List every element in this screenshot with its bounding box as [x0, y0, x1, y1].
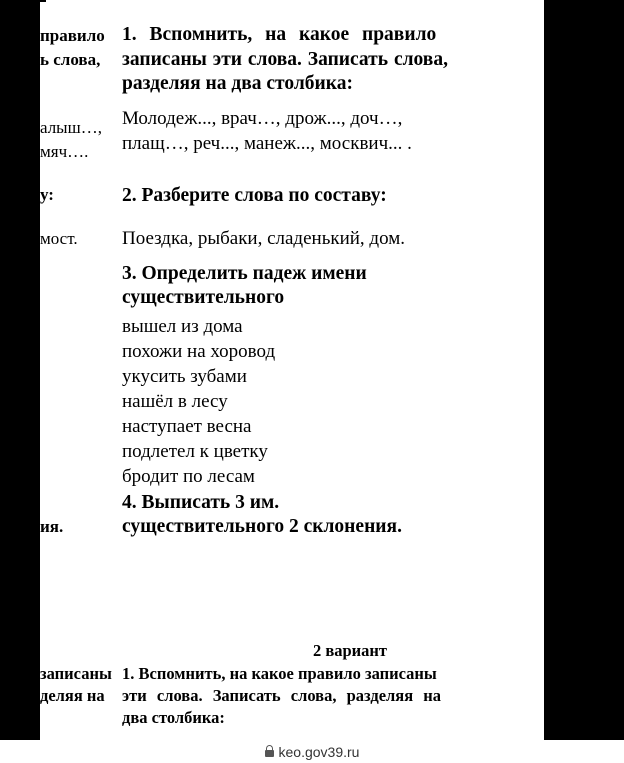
- task1-line: записаны эти слова. Записать слова,: [122, 49, 448, 70]
- task3-line: существительного: [122, 287, 285, 308]
- left-fragment: ия.: [40, 517, 64, 536]
- left-fragment: мост.: [40, 229, 78, 248]
- variant2-task1-line: два столбика:: [122, 708, 225, 727]
- variant2-task1-line: эти слова. Записать слова, разделяя на: [122, 686, 442, 705]
- task3-phrase: подлетел к цветку: [122, 441, 268, 462]
- left-fragment: у:: [40, 185, 54, 204]
- left-fragment: правило: [40, 26, 105, 45]
- task3-phrase: похожи на хоровод: [122, 341, 276, 362]
- variant2-heading: 2 вариант: [312, 641, 388, 660]
- task3-phrase: бродит по лесам: [122, 466, 255, 487]
- left-fragment: алыш…,: [40, 118, 102, 137]
- browser-url-bar[interactable]: [0, 740, 624, 763]
- left-fragment: ь слова,: [40, 50, 101, 69]
- variant2-task1-line: 1. Вспомнить, на какое правило записаны: [122, 664, 437, 683]
- task2-words: Поездка, рыбаки, сладенький, дом.: [122, 228, 406, 249]
- task1-words: Молодеж..., врач…, дрож..., доч…,: [122, 108, 403, 129]
- left-fragment: записаны: [40, 664, 112, 683]
- lock-icon: [265, 750, 274, 757]
- task2-title: 2. Разберите слова по составу:: [122, 185, 387, 206]
- task3-phrase: вышел из дома: [122, 316, 243, 337]
- task3-phrase: наступает весна: [122, 416, 252, 437]
- corner-mark: [40, 0, 46, 2]
- url-text: keo.gov39.ru: [278, 743, 360, 760]
- task1-line: разделяя на два столбика:: [122, 73, 353, 94]
- left-fragment: деляя на: [40, 686, 105, 705]
- task3-phrase: нашёл в лесу: [122, 391, 228, 412]
- task1-line: 1. Вспомнить, на какое правило: [122, 24, 437, 45]
- task4-line: существительного 2 склонения.: [122, 516, 402, 537]
- task4-line: 4. Выписать 3 им.: [122, 492, 280, 513]
- task3-line: 3. Определить падеж имени: [122, 263, 367, 284]
- task1-words: плащ…, реч..., манеж..., москвич... .: [122, 133, 412, 154]
- task3-phrase: укусить зубами: [122, 366, 247, 387]
- left-fragment: мяч….: [40, 142, 89, 161]
- document-page: [40, 0, 544, 740]
